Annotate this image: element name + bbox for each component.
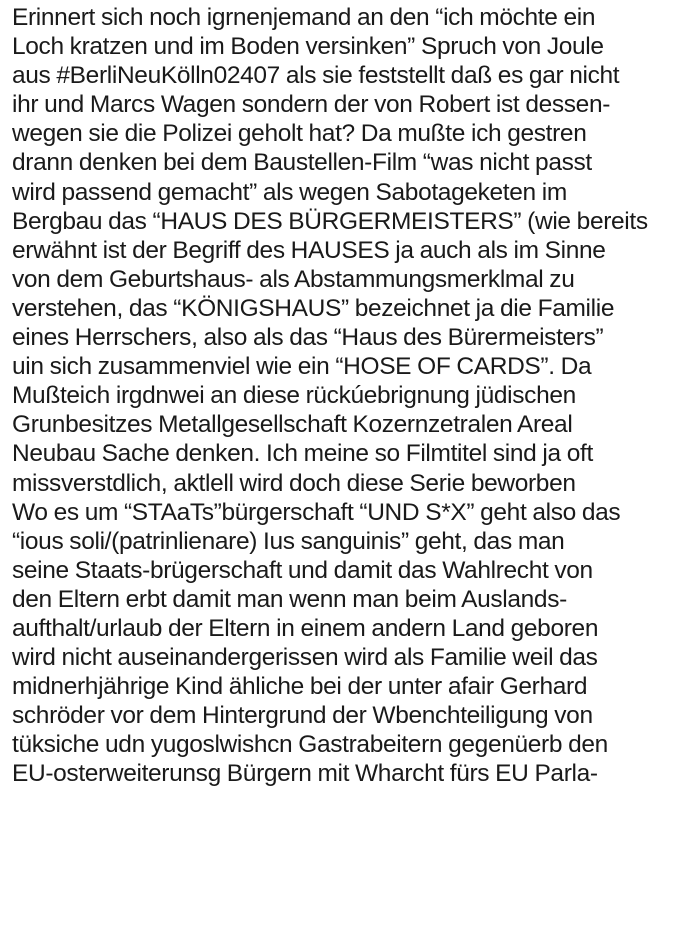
text-line: Neubau Sache denken. Ich meine so Filmtitel sind ja oft <box>12 440 593 468</box>
text-line: drann denken bei dem Baustellen-Film “was nicht passt <box>12 149 592 177</box>
text-line: wegen sie die Polizei geholt hat? Da mußte ich gestren <box>12 120 587 148</box>
text-line: eines Herrschers, also als das “Haus des Bürermeisters” <box>12 324 604 352</box>
text-line: Bergbau das “HAUS DES BÜRGERMEISTERS” (wie bereits <box>12 207 648 235</box>
text-line: Wo es um “STAaTs”bürgerschaft “UND S*X” geht also das <box>12 498 621 526</box>
text-line: wird passend gemacht” als wegen Sabotageketen im <box>12 178 567 206</box>
text-line: aufthalt/urlaub der Eltern in einem andern Land geboren <box>12 614 599 642</box>
text-line: verstehen, das “KÖNIGSHAUS” bezeichnet ja die Familie <box>12 294 615 322</box>
document-text <box>12 3 680 789</box>
text-line: aus #BerliNeuKölln02407 als sie feststellt daß es gar nicht <box>12 62 620 90</box>
text-line: den Eltern erbt damit man wenn man beim Auslands- <box>12 585 567 613</box>
text-line: Mußteich irgdnwei an diese rückúebrignung jüdischen <box>12 382 576 410</box>
text-line: missverstdlich, aktlell wird doch diese Serie beworben <box>12 469 576 497</box>
text-line: schröder vor dem Hintergrund der Wbenchteiligung von <box>12 702 593 730</box>
text-line: seine Staats-brügerschaft und damit das Wahlrecht von <box>12 556 593 584</box>
text-line: wird nicht auseinandergerissen wird als Familie weil das <box>12 644 598 672</box>
text-line: von dem Geburtshaus- als Abstammungsmerklmal zu <box>12 265 575 293</box>
text-line: ihr und Marcs Wagen sondern der von Robert ist dessen- <box>12 91 611 119</box>
text-line: erwähnt ist der Begriff des HAUSES ja auch als im Sinne <box>12 236 606 264</box>
text-line: EU-osterweiterunsg Bürgern mit Wharcht fürs EU Parla- <box>12 760 598 788</box>
text-line: Loch kratzen und im Boden versinken” Spruch von Joule <box>12 33 604 61</box>
text-line: midnerhjährige Kind ähliche bei der unter afair Gerhard <box>12 673 588 701</box>
text-line: Erinnert sich noch igrnenjemand an den “ich möchte ein <box>12 4 596 31</box>
text-line: “ious soli/(patrinlienare) Ius sanguinis” geht, das man <box>12 527 565 555</box>
text-line: Grunbesitzes Metallgesellschaft Kozernzetralen Areal <box>12 411 573 439</box>
text-line: tüksiche udn yugoslwishcn Gastrabeitern gegenüerb den <box>12 731 608 759</box>
text-line: uin sich zusammenviel wie ein “HOSE OF CARDS”. Da <box>12 353 592 381</box>
